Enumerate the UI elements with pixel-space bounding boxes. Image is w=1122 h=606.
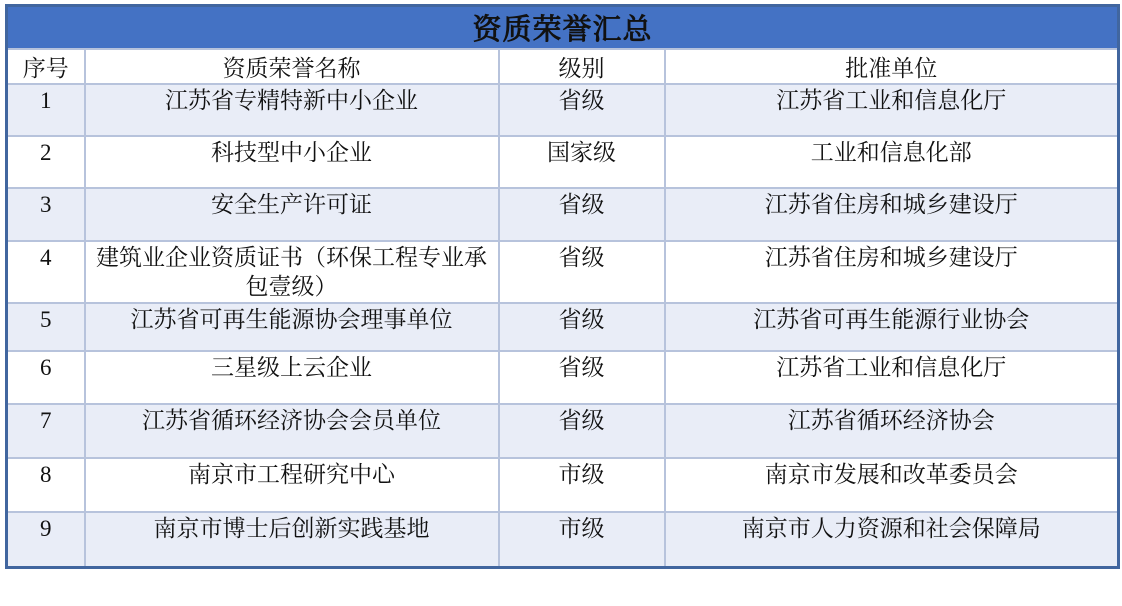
table-row — [7, 188, 1119, 241]
cell-level: 省级 — [499, 404, 665, 458]
cell-name: 江苏省可再生能源协会理事单位 — [85, 303, 499, 351]
cell-authority: 江苏省住房和城乡建设厅 — [665, 188, 1119, 241]
header-row — [7, 49, 1119, 84]
cell-authority: 南京市人力资源和社会保障局 — [665, 512, 1119, 568]
cell-level: 市级 — [499, 512, 665, 568]
table-row — [7, 303, 1119, 351]
cell-name: 江苏省循环经济协会会员单位 — [85, 404, 499, 458]
table-title: 资质荣誉汇总 — [7, 6, 1119, 50]
cell-level: 省级 — [499, 84, 665, 136]
cell-level: 省级 — [499, 188, 665, 241]
table-row — [7, 404, 1119, 458]
cell-serial: 3 — [7, 188, 85, 241]
table-row — [7, 512, 1119, 568]
honors-table — [5, 4, 1120, 569]
cell-name: 安全生产许可证 — [85, 188, 499, 241]
table-row — [7, 241, 1119, 303]
cell-serial: 7 — [7, 404, 85, 458]
cell-name: 南京市工程研究中心 — [85, 458, 499, 512]
cell-level: 省级 — [499, 303, 665, 351]
cell-authority: 南京市发展和改革委员会 — [665, 458, 1119, 512]
cell-name: 南京市博士后创新实践基地 — [85, 512, 499, 568]
cell-serial: 2 — [7, 136, 85, 188]
column-header-serial: 序号 — [7, 49, 85, 84]
column-header-authority: 批准单位 — [665, 49, 1119, 84]
cell-level: 市级 — [499, 458, 665, 512]
cell-serial: 4 — [7, 241, 85, 303]
qualification-honors-table — [5, 4, 1117, 569]
cell-name: 建筑业企业资质证书（环保工程专业承包壹级） — [85, 241, 499, 303]
cell-name: 江苏省专精特新中小企业 — [85, 84, 499, 136]
cell-serial: 8 — [7, 458, 85, 512]
cell-serial: 5 — [7, 303, 85, 351]
table-row — [7, 84, 1119, 136]
table-row — [7, 136, 1119, 188]
cell-authority: 江苏省住房和城乡建设厅 — [665, 241, 1119, 303]
title-row — [7, 6, 1119, 50]
cell-serial: 9 — [7, 512, 85, 568]
cell-authority: 工业和信息化部 — [665, 136, 1119, 188]
cell-name: 三星级上云企业 — [85, 351, 499, 404]
cell-authority: 江苏省循环经济协会 — [665, 404, 1119, 458]
cell-authority: 江苏省工业和信息化厅 — [665, 351, 1119, 404]
cell-authority: 江苏省可再生能源行业协会 — [665, 303, 1119, 351]
cell-level: 省级 — [499, 241, 665, 303]
table-row — [7, 351, 1119, 404]
cell-name: 科技型中小企业 — [85, 136, 499, 188]
cell-serial: 6 — [7, 351, 85, 404]
cell-authority: 江苏省工业和信息化厅 — [665, 84, 1119, 136]
column-header-level: 级别 — [499, 49, 665, 84]
column-header-name: 资质荣誉名称 — [85, 49, 499, 84]
cell-level: 国家级 — [499, 136, 665, 188]
cell-serial: 1 — [7, 84, 85, 136]
table-row — [7, 458, 1119, 512]
cell-level: 省级 — [499, 351, 665, 404]
